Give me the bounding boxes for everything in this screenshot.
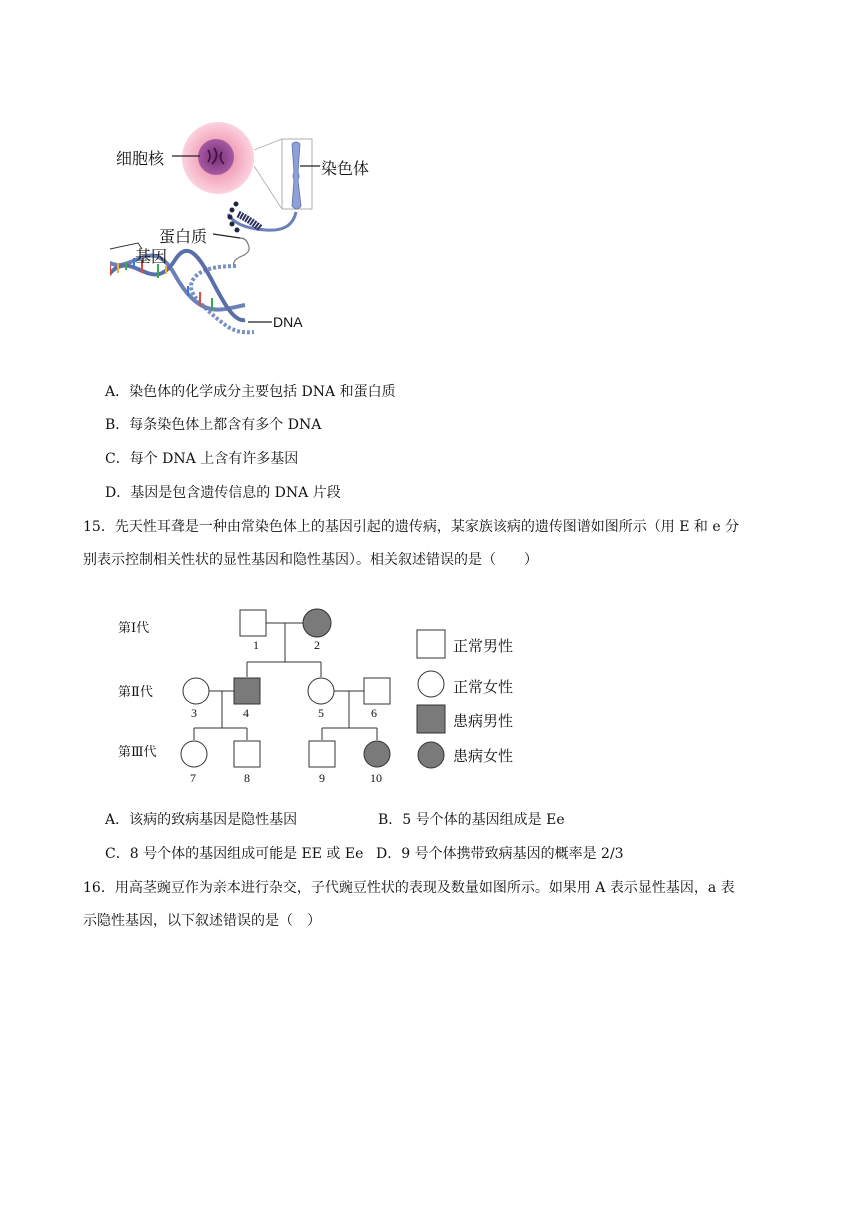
individual-3-normal-female: [183, 678, 209, 704]
q15-option-c: C．8 号个体的基因组成可能是 EE 或 Ee: [105, 846, 364, 862]
individual-10-affected-female: [364, 741, 390, 767]
individual-number-5: 5: [318, 706, 324, 720]
label-dna: DNA: [273, 314, 303, 330]
individual-number-8: 8: [244, 771, 250, 785]
q15-option-d: D．9 号个体携带致病基因的概率是 2/3: [376, 846, 624, 862]
q15-option-a: A．该病的致病基因是隐性基因: [105, 812, 298, 828]
label-chromosome: 染色体: [321, 159, 370, 178]
dna-double-helix: [110, 251, 245, 320]
individual-5-normal-female: [308, 678, 334, 704]
legend-affected-female: 患病女性: [453, 747, 514, 765]
individual-number-2: 2: [314, 638, 320, 652]
generation-3-label: 第Ⅲ代: [118, 745, 157, 760]
legend-normal-male: 正常男性: [453, 637, 514, 655]
individual-8-normal-male: [234, 741, 260, 767]
legend-affected-male: 患病男性: [453, 712, 514, 730]
individual-number-9: 9: [319, 771, 325, 785]
generation-2-label: 第Ⅱ代: [118, 685, 153, 700]
q15-option-b: B．5 号个体的基因组成是 Ee: [378, 812, 565, 828]
q16-stem-line2: 示隐性基因，以下叙述错误的是（ ）: [83, 913, 321, 929]
q14-option-c: C．每个 DNA 上含有许多基因: [105, 451, 299, 467]
legend-affected-male-symbol: [417, 705, 445, 733]
individual-9-normal-male: [309, 741, 335, 767]
q15-stem-line2: 别表示控制相关性状的显性基因和隐性基因）。相关叙述错误的是（ ）: [83, 552, 538, 568]
individual-number-3: 3: [191, 706, 197, 720]
chromosome-dna-diagram: [110, 110, 370, 355]
q16-stem-line1: 16．用高茎豌豆作为亲本进行杂交，子代豌豆性状的表现及数量如图所示。如果用 A 表示显性基因，a 表: [83, 880, 735, 896]
individual-6-normal-male: [364, 678, 390, 704]
q15-stem-line1: 15．先天性耳聋是一种由常染色体上的基因引起的遗传病，某家族该病的遗传图谱如图所示（用 E 和 e 分: [83, 519, 740, 535]
legend-normal-male-symbol: [417, 630, 445, 658]
individual-number-10: 10: [370, 771, 382, 785]
q14-option-d: D．基因是包含遗传信息的 DNA 片段: [105, 485, 341, 501]
individual-number-6: 6: [371, 706, 377, 720]
individual-4-affected-male: [234, 678, 260, 704]
pedigree-chart: [110, 600, 530, 795]
legend-affected-female-symbol: [418, 742, 444, 768]
label-protein: 蛋白质: [159, 227, 208, 246]
generation-1-label: 第Ⅰ代: [118, 621, 150, 636]
individual-1-normal-male: [240, 610, 266, 636]
individual-number-1: 1: [253, 638, 259, 652]
legend-normal-female: 正常女性: [453, 678, 514, 696]
label-gene: 基因: [135, 247, 168, 266]
q14-option-a: A．染色体的化学成分主要包括 DNA 和蛋白质: [105, 384, 396, 400]
q14-option-b: B．每条染色体上都含有多个 DNA: [105, 417, 322, 433]
legend-normal-female-symbol: [418, 671, 444, 697]
label-nucleus: 细胞核: [116, 149, 165, 168]
individual-2-affected-female: [303, 609, 331, 637]
individual-number-4: 4: [243, 706, 249, 720]
individual-7-normal-female: [181, 741, 207, 767]
individual-number-7: 7: [190, 771, 196, 785]
